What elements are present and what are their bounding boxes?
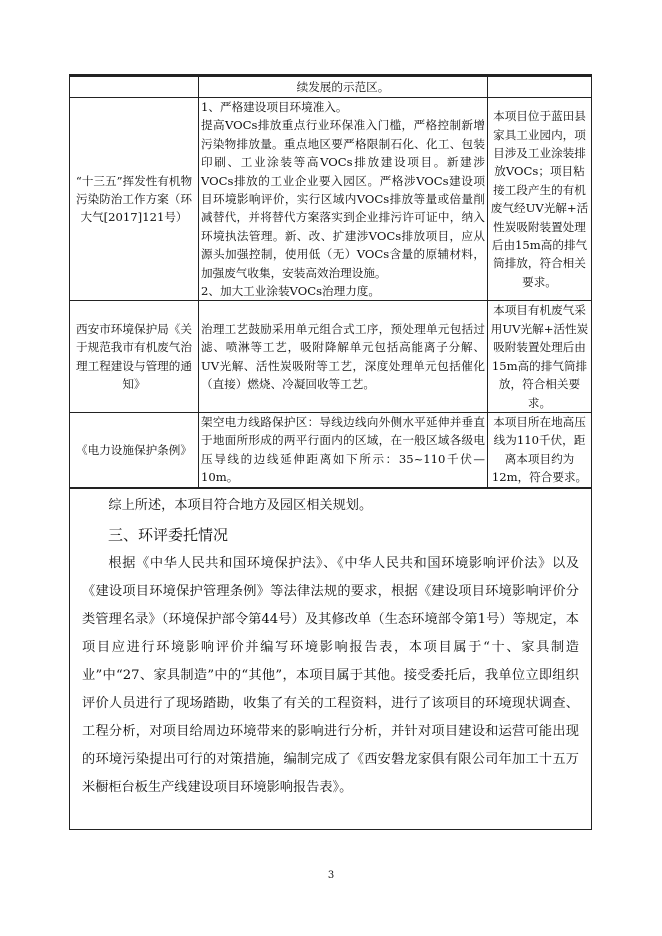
- table-row: [70, 77, 591, 98]
- assessment-cell: 本项目位于蓝田县家具工业园内，项目涉及工业涂装排放VOCs；项目粘接工段产生的有机废气经UV光解+活性炭吸附装置处理后由15m高的排气筒排放，符合相关要求。: [488, 98, 592, 301]
- table-row: [70, 412, 591, 487]
- assessment-cell: 本项目有机废气采用UV光解+活性炭吸附装置处理后由15m高的排气筒排放，符合相关要求。: [488, 301, 592, 412]
- requirement-line: 2、加大工业涂装VOCs治理力度。: [201, 284, 380, 299]
- assessment-cell: 本项目所在地高压线为110千伏，距离本项目约为12m，符合要求。: [488, 412, 592, 487]
- body-paragraph: 根据《中华人民共和国环境保护法》、《中华人民共和国环境影响评价法》以及《建设项目环境保护管理条例》等法律法规的要求，根据《建设项目环境影响评价分类管理名录》（环境保护部令第44号）及其修改单（生态环境部令第1号）等规定，本项目应进行环境影响评价并编写环境影响报告表，本项目属于“十、家具制造业”中“27、家具制造”中的“其他”，本项目属于其他。接受委托后，我单位立即组织评价人员进行了现场踏勘，收集了有关的工程资料，进行了该项目的环境现状调查、工程分析，对项目给周边环境带来的影响进行分析，并针对项目建设和运营可能出现的环境污染提出可行的对策措施，编制完成了《西安磐龙家俱有限公司年加工十五万米橱柜台板生产线建设项目环境影响报告表》。: [82, 555, 579, 795]
- document-frame: [69, 74, 592, 830]
- requirement-cell: 治理工艺鼓励采用单元组合式工序，预处理单元包括过滤、喷淋等工艺，吸附降解单元包括高能离子分解、UV光解、活性炭吸附等工艺，深度处理单元包括催化（直接）燃烧、冷凝回收等工艺。: [199, 301, 488, 412]
- requirement-cell: 续发展的示范区。: [199, 77, 488, 98]
- page-number: 3: [327, 870, 335, 881]
- requirement-cell: 架空电力线路保护区：导线边线向外侧水平延伸并垂直于地面所形成的两平行面内的区域，在一般区域各级电压导线的边线延伸距离如下所示：35~110千伏—10m。: [199, 412, 488, 487]
- law-cell: “十三五”挥发性有机物污染防治工作方案（环大气[2017]121号）: [70, 98, 199, 301]
- table-row: [70, 301, 591, 412]
- law-cell: 西安市环境保护局《关于规范我市有机废气治理工程建设与管理的通知》: [70, 301, 199, 412]
- requirement-line: 提高VOCs排放重点行业环保准入门槛，严格控制新增污染物排放量。重点地区要严格限制石化、化工、包装印刷、工业涂装等高VOCs排放建设项目。新建涉VOCs排放的工业企业要入园区。严格涉VOCs建设项目环境影响评价，实行区域内VOCs排放等量或倍量削减替代，并将替代方案落实到企业排污许可证中，纳入环境执法管理。新、改、扩建涉VOCs排放项目，应从源头加强控制，使用低（无）VOCs含量的原辅材料，加强废气收集，安装高效治理设施。: [201, 118, 485, 280]
- requirement-line: 1、严格建设项目环境准入。: [201, 100, 348, 114]
- assessment-cell: [488, 77, 592, 98]
- section-heading: 三、环评委托情况: [108, 525, 229, 544]
- summary-paragraph: 综上所述，本项目符合地方及园区相关规划。: [108, 497, 373, 513]
- law-cell: [70, 77, 199, 98]
- table-row: [70, 98, 591, 301]
- requirement-cell: [199, 98, 488, 301]
- law-cell: 《电力设施保护条例》: [70, 412, 199, 487]
- regulation-compliance-table: [70, 76, 591, 489]
